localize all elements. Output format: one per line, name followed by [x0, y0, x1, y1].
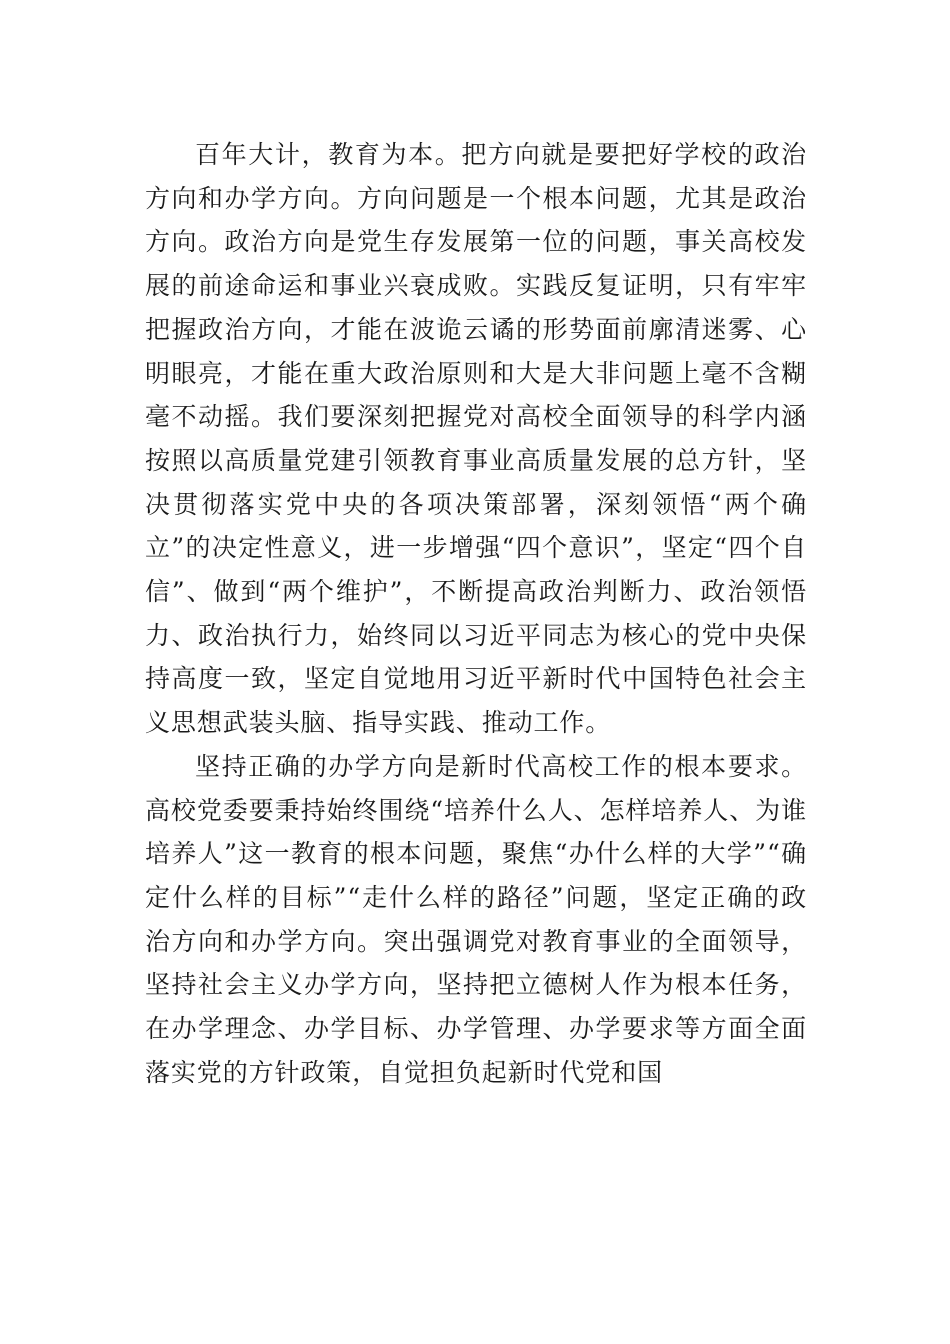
- paragraph-1: 百年大计，教育为本。把方向就是要把好学校的政治方向和办学方向。方向问题是一个根本问题，尤其是政治方向。政治方向是党生存发展第一位的问题，事关高校发展的前途命运和事业兴衰成败。实践反复证明，只有牢牢把握政治方向，才能在波诡云谲的形势面前廓清迷雾、心明眼亮，才能在重大政治原则和大是大非问题上毫不含糊毫不动摇。我们要深刻把握党对高校全面领导的科学内涵按照以高质量党建引领教育事业高质量发展的总方针，坚决贯彻落实党中央的各项决策部署，深刻领悟“两个确立”的决定性意义，进一步增强“四个意识”，坚定“四个自信”、做到“两个维护”，不断提高政治判断力、政治领悟力、政治执行力，始终同以习近平同志为核心的党中央保持高度一致，坚定自觉地用习近平新时代中国特色社会主义思想武装头脑、指导实践、推动工作。: [145, 140, 807, 738]
- paragraph-2: 坚持正确的办学方向是新时代高校工作的根本要求。高校党委要秉持始终围绕“培养什么人、怎样培养人、为谁培养人”这一教育的根本问题，聚焦“办什么样的大学”“确定什么样的目标”“走什么样的路径”问题，坚定正确的政治方向和办学方向。突出强调党对教育事业的全面领导，坚持社会主义办学方向，坚持把立德树人作为根本任务，在办学理念、办学目标、办学管理、办学要求等方面全面落实党的方针政策，自觉担负起新时代党和国: [145, 751, 807, 1087]
- document-body: [145, 133, 807, 1094]
